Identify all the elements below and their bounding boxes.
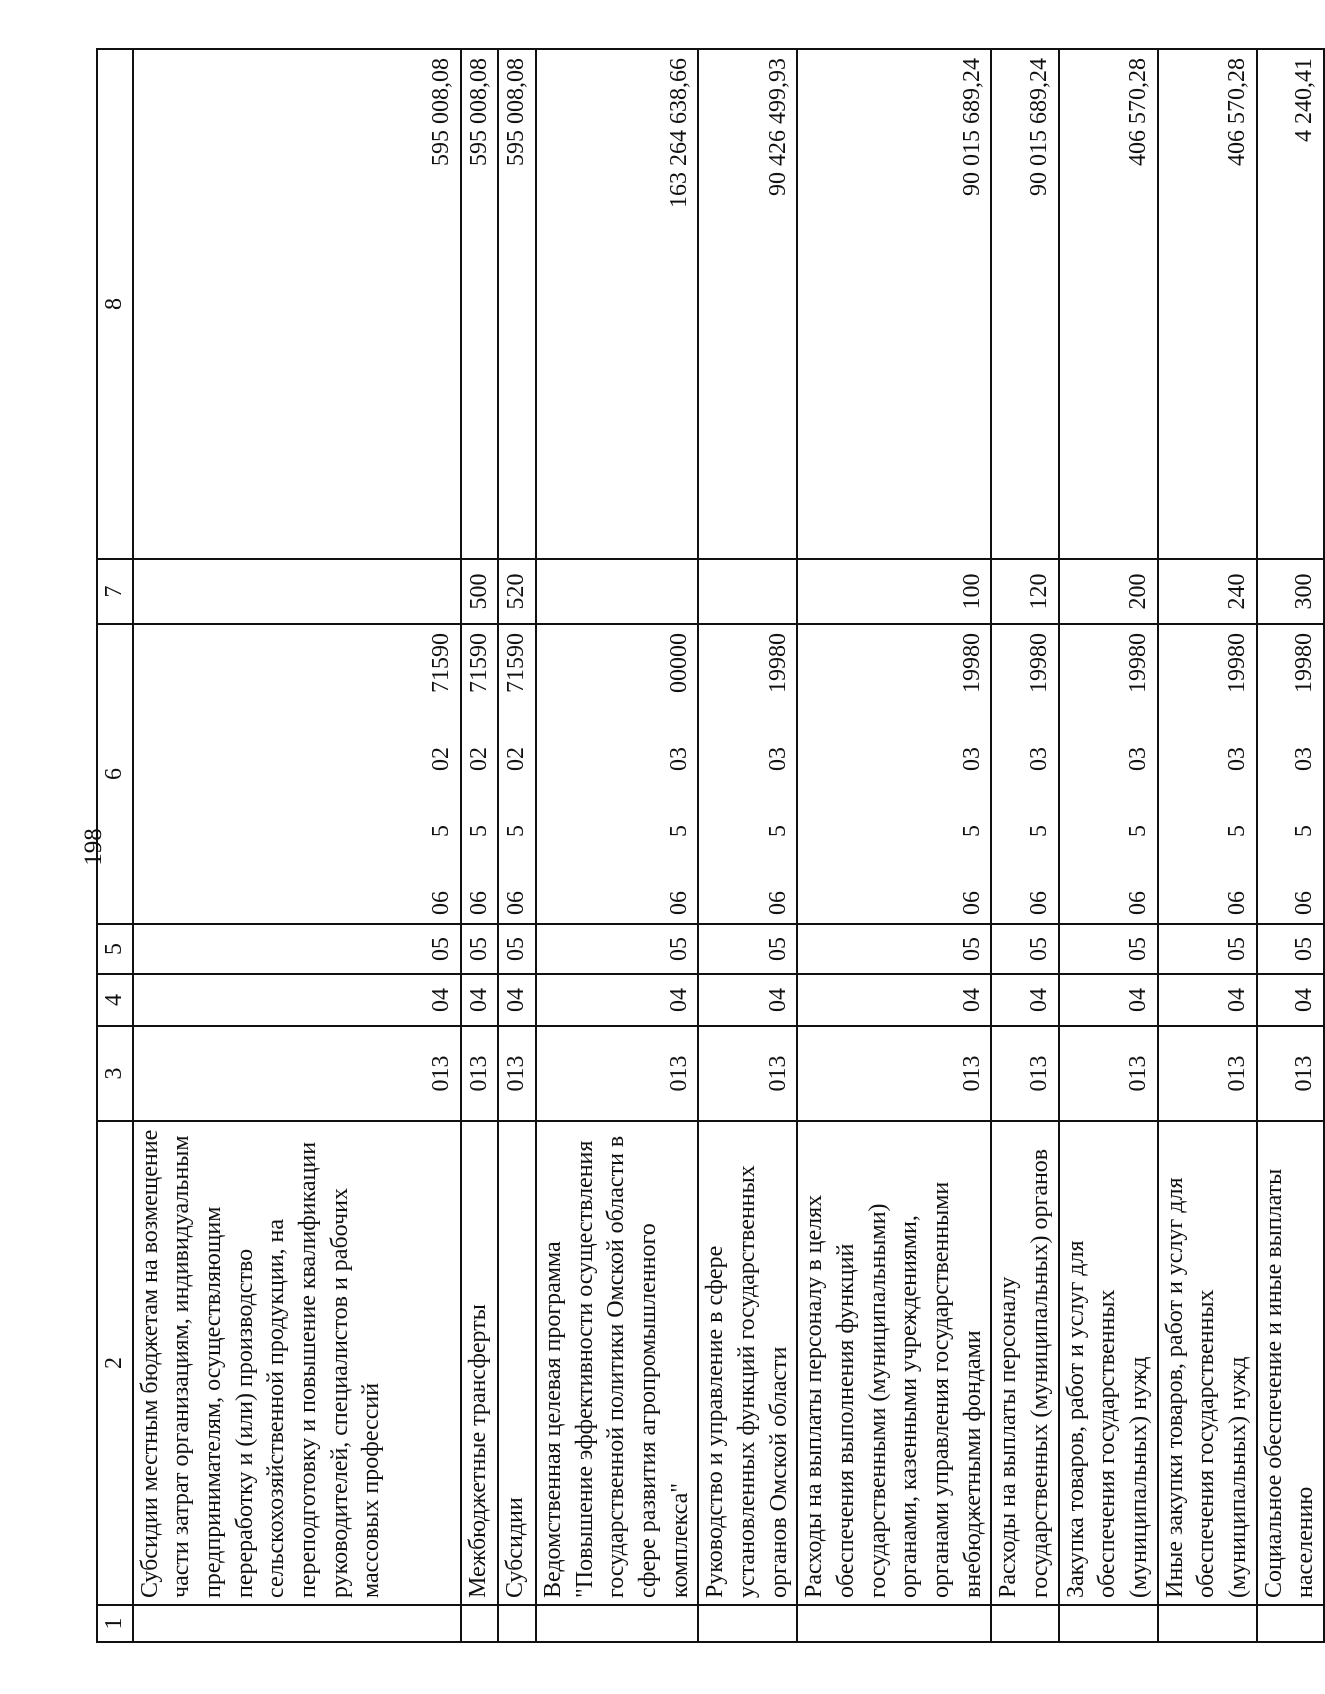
subsection-code-cell: 05 <box>1158 924 1257 974</box>
header-col-2: 2 <box>97 1121 133 1605</box>
row-number-cell <box>133 1605 461 1642</box>
target-article-code <box>424 625 460 923</box>
code-part: 06 <box>764 891 791 915</box>
code-part: 06 <box>503 891 530 915</box>
table-row <box>498 49 536 1642</box>
header-row <box>97 49 133 1642</box>
target-article-code <box>1121 625 1157 923</box>
amount-cell: 90 426 499,93 <box>698 49 797 559</box>
code-part: 19980 <box>1291 633 1318 693</box>
code-part: 5 <box>764 825 791 837</box>
code-part: 71590 <box>428 633 454 693</box>
target-article-code-cell <box>133 624 461 924</box>
code-part: 06 <box>958 891 985 915</box>
code-part: 03 <box>1291 747 1318 771</box>
expense-name-cell: Иные закупки товаров, работ и услуг для обеспечения государственных (муниципальных) нужд <box>1158 1121 1257 1605</box>
section-code-cell: 04 <box>461 974 499 1026</box>
code-part: 03 <box>1125 747 1152 771</box>
code-part: 02 <box>465 747 492 771</box>
code-part: 06 <box>1224 891 1251 915</box>
table-row <box>698 49 797 1642</box>
budget-table <box>96 48 1325 1643</box>
ministry-code-cell: 013 <box>536 1026 698 1121</box>
code-part: 06 <box>665 891 692 915</box>
expense-name-cell: Расходы на выплаты персоналу государственных (муниципальных) органов <box>991 1121 1058 1605</box>
table-row <box>1059 49 1158 1642</box>
row-number-cell <box>1158 1605 1257 1642</box>
amount-cell: 595 008,08 <box>133 49 461 559</box>
expense-name-cell: Ведомственная целевая программа "Повышение эффективности осуществления государственной политики Омской области в сфере развития агропромышленного комплекса" <box>536 1121 698 1605</box>
code-part: 03 <box>1026 747 1053 771</box>
subsection-code-cell: 05 <box>461 924 499 974</box>
ministry-code-cell: 013 <box>498 1026 536 1121</box>
header-col-4: 4 <box>97 974 133 1026</box>
code-part: 5 <box>1026 825 1053 837</box>
target-article-code <box>499 625 535 923</box>
amount-cell: 406 570,28 <box>1059 49 1158 559</box>
code-part: 02 <box>428 747 454 771</box>
expense-name-cell: Социальное обеспечение и иные выплаты населению <box>1257 1121 1324 1605</box>
expense-type-code-cell: 240 <box>1158 559 1257 624</box>
code-part: 06 <box>465 891 492 915</box>
subsection-code-cell: 05 <box>133 924 461 974</box>
subsection-code-cell: 05 <box>991 924 1058 974</box>
header-col-6: 6 <box>97 624 133 924</box>
header-col-7: 7 <box>97 559 133 624</box>
expense-name-cell: Закупка товаров, работ и услуг для обеспечения государственных (муниципальных) нужд <box>1059 1121 1158 1605</box>
subsection-code-cell: 05 <box>797 924 991 974</box>
row-number-cell <box>698 1605 797 1642</box>
code-part: 03 <box>764 747 791 771</box>
expense-type-code-cell: 500 <box>461 559 499 624</box>
expense-name-cell: Расходы на выплаты персоналу в целях обеспечения выполнения функций государственными (муниципальными) органами, казенными учреждениями, органами управления государственными внебюджетными фондами <box>797 1121 991 1605</box>
amount-cell: 163 264 638,66 <box>536 49 698 559</box>
expense-type-code-cell <box>536 559 698 624</box>
ministry-code-cell: 013 <box>698 1026 797 1121</box>
section-code-cell: 04 <box>498 974 536 1026</box>
table-row <box>991 49 1058 1642</box>
expense-type-code-cell <box>698 559 797 624</box>
amount-cell: 406 570,28 <box>1158 49 1257 559</box>
code-part: 5 <box>1125 825 1152 837</box>
code-part: 5 <box>465 825 492 837</box>
code-part: 06 <box>428 891 454 915</box>
ministry-code-cell: 013 <box>991 1026 1058 1121</box>
ministry-code-cell: 013 <box>1257 1026 1324 1121</box>
code-part: 5 <box>1291 825 1318 837</box>
ministry-code-cell: 013 <box>797 1026 991 1121</box>
row-number-cell <box>536 1605 698 1642</box>
amount-cell: 90 015 689,24 <box>991 49 1058 559</box>
target-article-code <box>1287 625 1323 923</box>
target-article-code <box>662 625 698 923</box>
code-part: 06 <box>1026 891 1053 915</box>
ministry-code-cell: 013 <box>1158 1026 1257 1121</box>
row-number-cell <box>991 1605 1058 1642</box>
row-number-cell <box>797 1605 991 1642</box>
subsection-code-cell: 05 <box>498 924 536 974</box>
target-article-code-cell <box>1257 624 1324 924</box>
code-part: 5 <box>958 825 985 837</box>
code-part: 5 <box>665 825 692 837</box>
table-row <box>461 49 499 1642</box>
ministry-code-cell: 013 <box>1059 1026 1158 1121</box>
expense-name-cell: Субсидии местным бюджетам на возмещение части затрат организациям, индивидуальным предпринимателям, осуществляющим переработку и (или) производство сельскохозяйственной продукции, на переподготовку и повышение квалификации руководителей, специалистов и рабочих массовых профессий <box>133 1121 461 1605</box>
target-article-code-cell <box>698 624 797 924</box>
row-number-cell <box>1059 1605 1158 1642</box>
target-article-code <box>1220 625 1256 923</box>
section-code-cell: 04 <box>536 974 698 1026</box>
code-part: 5 <box>1224 825 1251 837</box>
target-article-code-cell <box>461 624 499 924</box>
code-part: 03 <box>665 747 692 771</box>
header-col-8: 8 <box>97 49 133 559</box>
code-part: 19980 <box>958 633 985 693</box>
code-part: 19980 <box>1224 633 1251 693</box>
expense-type-code-cell <box>133 559 461 624</box>
ministry-code-cell: 013 <box>133 1026 461 1121</box>
section-code-cell: 04 <box>1158 974 1257 1026</box>
page-number: 198 <box>80 828 107 866</box>
section-code-cell: 04 <box>698 974 797 1026</box>
table-row <box>1257 49 1324 1642</box>
target-article-code-cell <box>498 624 536 924</box>
code-part: 03 <box>958 747 985 771</box>
table-row <box>133 49 461 1642</box>
target-article-code <box>761 625 797 923</box>
header-col-5: 5 <box>97 924 133 974</box>
code-part: 02 <box>503 747 530 771</box>
code-part: 71590 <box>503 633 530 693</box>
ministry-code-cell: 013 <box>461 1026 499 1121</box>
section-code-cell: 04 <box>133 974 461 1026</box>
code-part: 5 <box>428 825 454 837</box>
header-col-1: 1 <box>97 1605 133 1642</box>
subsection-code-cell: 05 <box>698 924 797 974</box>
table-row <box>1158 49 1257 1642</box>
section-code-cell: 04 <box>1257 974 1324 1026</box>
code-part: 19980 <box>764 633 791 693</box>
code-part: 5 <box>503 825 530 837</box>
subsection-code-cell: 05 <box>1059 924 1158 974</box>
target-article-code <box>1022 625 1058 923</box>
amount-cell: 595 008,08 <box>498 49 536 559</box>
expense-name-cell: Руководство и управление в сфере установленных функций государственных органов Омской области <box>698 1121 797 1605</box>
code-part: 19980 <box>1026 633 1053 693</box>
header-col-3: 3 <box>97 1026 133 1121</box>
table-row <box>536 49 698 1642</box>
target-article-code-cell <box>1158 624 1257 924</box>
section-code-cell: 04 <box>797 974 991 1026</box>
subsection-code-cell: 05 <box>536 924 698 974</box>
subsection-code-cell: 05 <box>1257 924 1324 974</box>
code-part: 06 <box>1291 891 1318 915</box>
row-number-cell <box>1257 1605 1324 1642</box>
target-article-code-cell <box>1059 624 1158 924</box>
code-part: 00000 <box>665 633 692 693</box>
expense-type-code-cell: 520 <box>498 559 536 624</box>
section-code-cell: 04 <box>1059 974 1158 1026</box>
code-part: 03 <box>1224 747 1251 771</box>
target-article-code-cell <box>991 624 1058 924</box>
expense-type-code-cell: 100 <box>797 559 991 624</box>
expense-type-code-cell: 200 <box>1059 559 1158 624</box>
target-article-code <box>462 625 498 923</box>
target-article-code-cell <box>536 624 698 924</box>
target-article-code-cell <box>797 624 991 924</box>
table-row <box>797 49 991 1642</box>
expense-type-code-cell: 300 <box>1257 559 1324 624</box>
code-part: 71590 <box>465 633 492 693</box>
row-number-cell <box>498 1605 536 1642</box>
amount-cell: 595 008,08 <box>461 49 499 559</box>
amount-cell: 4 240,41 <box>1257 49 1324 559</box>
row-number-cell <box>461 1605 499 1642</box>
section-code-cell: 04 <box>991 974 1058 1026</box>
expense-name-cell: Субсидии <box>498 1121 536 1605</box>
expense-name-cell: Межбюджетные трансферты <box>461 1121 499 1605</box>
amount-cell: 90 015 689,24 <box>797 49 991 559</box>
target-article-code <box>955 625 991 923</box>
expense-type-code-cell: 120 <box>991 559 1058 624</box>
code-part: 06 <box>1125 891 1152 915</box>
code-part: 19980 <box>1125 633 1152 693</box>
